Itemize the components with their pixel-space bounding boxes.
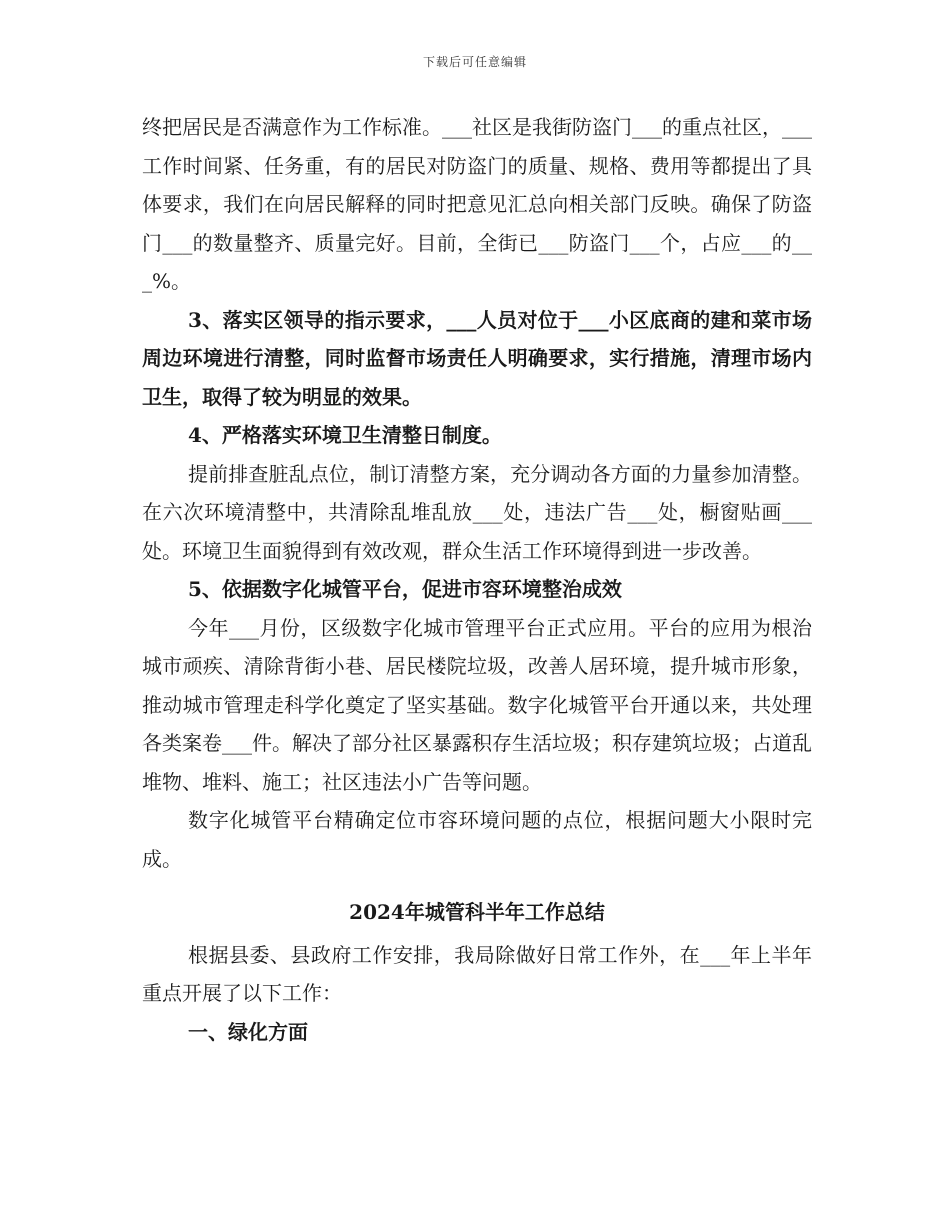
paragraph-platform-positioning: 数字化城管平台精确定位市容环境问题的点位，根据问题大小限时完成。 [142,808,812,871]
document-body [142,108,812,1051]
document-title: 2024年城管科半年工作总结 [349,900,605,924]
heading-item-4: 4、严格落实环境卫生清整日制度。 [188,423,502,447]
paragraph-continuation: 终把居民是否满意作为工作标准。___社区是我街防盗门___的重点社区，___工作时间紧、任务重，有的居民对防盗门的质量、规格、费用等都提出了具体要求，我们在向居民解释的同时把意见汇总向相关部门反映。确保了防盗门___的数量整齐、质量完好。目前，全街已___防盗门___个，占应___的___%。 [142,115,812,293]
paragraph-intro: 根据县委、县政府工作安排，我局除做好日常工作外，在___年上半年重点开展了以下工作： [142,942,812,1005]
page-header-note: 下载后可任意编辑 [422,55,527,69]
heading-item-5: 5、依据数字化城管平台，促进市容环境整治成效 [188,577,622,601]
paragraph-cleanup: 提前排查脏乱点位，制订清整方案，充分调动各方面的力量参加清整。在六次环境清整中，共清除乱堆乱放___处，违法广告___处，橱窗贴画___处。环境卫生面貌得到有效改观，群众生活工作环境得到进一步改善。 [142,461,812,563]
bold-paragraph-item-3: 3、落实区领导的指示要求，___人员对位于___小区底商的建和菜市场周边环境进行清整，同时监督市场责任人明确要求，实行措施，清理市场内卫生，取得了较为明显的效果。 [142,307,812,409]
heading-greening: 一、绿化方面 [188,1019,308,1044]
paragraph-digital-platform: 今年___月份，区级数字化城市管理平台正式应用。平台的应用为根治城市顽疾、清除背街小巷、居民楼院垃圾，改善人居环境，提升城市形象，推动城市管理走科学化奠定了坚实基础。数字化城管平台开通以来，共处理各类案卷___件。解决了部分社区暴露积存生活垃圾；积存建筑垃圾；占道乱堆物、堆料、施工；社区违法小广告等问题。 [142,615,812,794]
